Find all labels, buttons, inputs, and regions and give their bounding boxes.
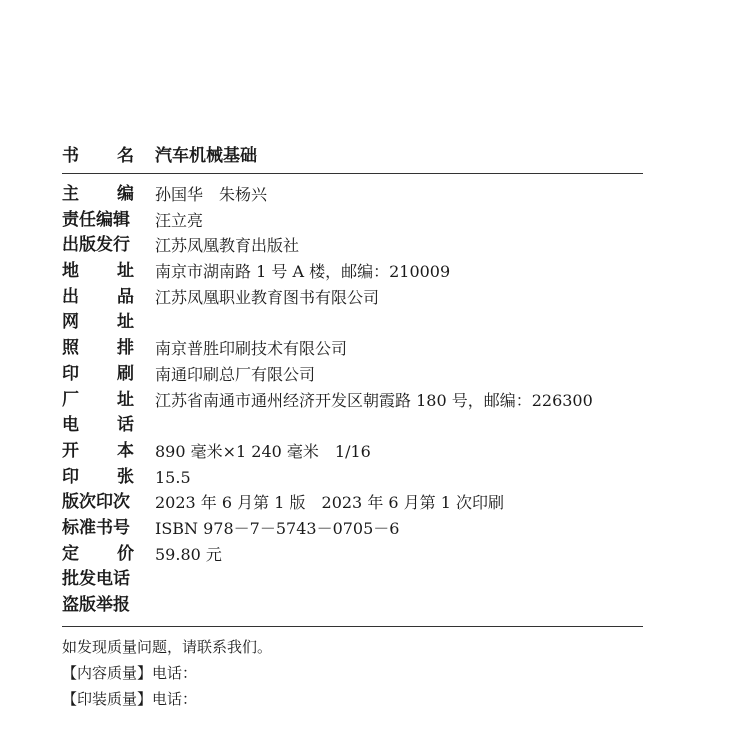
note-line: 如发现质量问题，请联系我们。 — [62, 638, 273, 656]
info-row — [62, 259, 642, 285]
info-label — [62, 593, 134, 619]
info-value: 南京市湖南路 1 号 A 楼，邮编：210009 — [155, 262, 451, 282]
info-label — [62, 233, 134, 259]
info-label-text: 主 — [62, 184, 79, 204]
info-row — [62, 362, 642, 388]
info-label-text: 价 — [117, 543, 134, 564]
info-label-text: 标准书号 — [62, 517, 130, 538]
info-row — [62, 490, 642, 516]
info-label — [62, 208, 134, 234]
info-row — [62, 336, 642, 362]
info-label-text: 版次印次 — [62, 492, 130, 513]
info-label — [62, 362, 134, 388]
note-line: 【印装质量】电话： — [62, 690, 198, 708]
top-divider — [62, 173, 643, 174]
book-title-value: 汽车机械基础 — [155, 146, 257, 166]
info-value: 江苏省南通市通州经济开发区朝霞路 180 号，邮编：226300 — [155, 390, 593, 410]
info-label-text: 本 — [117, 440, 134, 461]
info-row — [62, 516, 642, 542]
info-label-text: 责任编辑 — [62, 209, 130, 230]
info-value: 59.80 元 — [155, 544, 222, 564]
info-row — [62, 439, 642, 465]
info-label-text: 品 — [117, 286, 134, 307]
info-label-text: 址 — [117, 312, 134, 333]
info-label — [62, 285, 134, 311]
info-label-text: 厂 — [62, 389, 79, 410]
info-label — [62, 388, 134, 414]
info-label-text: 址 — [117, 261, 134, 282]
info-label-text: 电 — [62, 415, 79, 436]
info-value: 15.5 — [155, 467, 191, 487]
book-title-row — [62, 143, 642, 169]
info-label-text: 网 — [62, 312, 79, 333]
info-row — [62, 567, 642, 593]
info-label-text: 张 — [117, 466, 134, 487]
info-row — [62, 413, 642, 439]
info-label — [62, 336, 134, 362]
info-label — [62, 413, 134, 439]
info-label — [62, 542, 134, 568]
book-title-label-char-1: 书 — [62, 146, 79, 166]
info-value: ISBN 978－7－5743－0705－6 — [155, 518, 400, 538]
info-row — [62, 465, 642, 491]
info-label-text: 话 — [117, 415, 134, 436]
info-label-text: 照 — [62, 338, 79, 359]
info-row — [62, 285, 642, 311]
info-value: 汪立亮 — [155, 210, 204, 230]
info-value: 2023 年 6 月第 1 版 2023 年 6 月第 1 次印刷 — [155, 493, 505, 513]
info-row — [62, 233, 642, 259]
info-label-text: 址 — [117, 389, 134, 410]
info-row — [62, 182, 642, 208]
info-value: 孙国华 朱杨兴 — [155, 185, 268, 204]
info-label-text: 盗版举报 — [62, 595, 130, 615]
quality-contact-notes — [62, 634, 642, 712]
info-row — [62, 542, 642, 568]
info-label — [62, 465, 134, 491]
info-label-text: 出版发行 — [62, 235, 130, 256]
info-value: 890 毫米×1 240 毫米 1/16 — [155, 441, 371, 461]
info-label — [62, 259, 134, 285]
info-label — [62, 567, 134, 593]
info-row — [62, 208, 642, 234]
info-label-text: 编 — [117, 184, 134, 204]
info-value: 江苏凤凰职业教育图书有限公司 — [155, 287, 380, 307]
info-row — [62, 593, 642, 619]
info-label-text: 地 — [62, 261, 79, 282]
info-label — [62, 516, 134, 542]
info-label — [62, 310, 134, 336]
bottom-divider — [62, 626, 643, 627]
info-label-text: 印 — [62, 363, 79, 384]
info-label-text: 开 — [62, 440, 79, 461]
info-label-text: 定 — [62, 543, 79, 564]
publication-info-list — [62, 182, 642, 619]
note-line: 【内容质量】电话： — [62, 664, 198, 682]
info-label — [62, 182, 134, 208]
info-label-text: 排 — [117, 338, 134, 359]
info-value: 南通印刷总厂有限公司 — [155, 364, 316, 384]
info-label-text: 出 — [62, 286, 79, 307]
info-label — [62, 490, 134, 516]
info-value: 南京普胜印刷技术有限公司 — [155, 339, 348, 359]
info-row — [62, 310, 642, 336]
info-value: 江苏凤凰教育出版社 — [155, 236, 300, 256]
info-row — [62, 388, 642, 414]
info-label — [62, 439, 134, 465]
info-label-text: 批发电话 — [62, 569, 130, 590]
info-label-text: 刷 — [117, 363, 134, 384]
book-title-label — [62, 143, 134, 169]
book-title-label-char-2: 名 — [117, 146, 134, 166]
info-label-text: 印 — [62, 466, 79, 487]
